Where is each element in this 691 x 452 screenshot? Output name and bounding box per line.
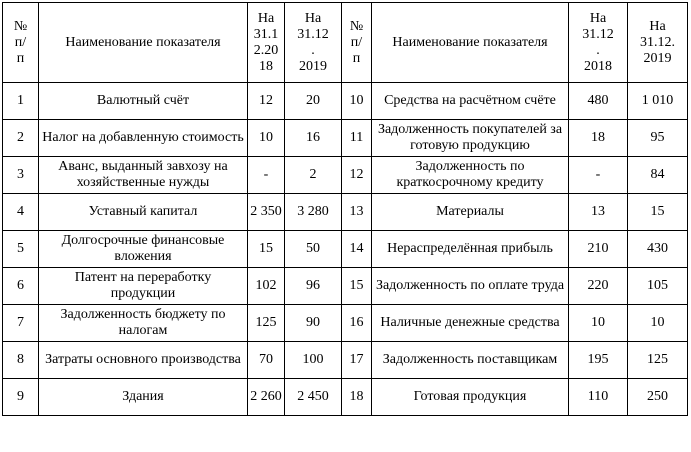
value-2018-right: 110 bbox=[569, 379, 628, 416]
indicator-name-right: Готовая продукция bbox=[372, 379, 569, 416]
value-2018-right: 195 bbox=[569, 342, 628, 379]
value-2019-right: 105 bbox=[628, 268, 688, 305]
value-2019-left: 2 450 bbox=[285, 379, 342, 416]
indicator-name-right: Задолженность поставщикам bbox=[372, 342, 569, 379]
row-number-left: 9 bbox=[3, 379, 39, 416]
table-row bbox=[3, 342, 688, 379]
indicator-name-left: Здания bbox=[39, 379, 248, 416]
value-2019-left: 90 bbox=[285, 305, 342, 342]
indicator-name-right: Материалы bbox=[372, 194, 569, 231]
value-2019-right: 10 bbox=[628, 305, 688, 342]
value-2018-left: - bbox=[248, 157, 285, 194]
value-2019-right: 1 010 bbox=[628, 83, 688, 120]
row-number-right: 11 bbox=[342, 120, 372, 157]
value-2018-left: 15 bbox=[248, 231, 285, 268]
value-2018-left: 10 bbox=[248, 120, 285, 157]
indicator-name-left: Валютный счёт bbox=[39, 83, 248, 120]
indicator-name-left: Затраты основного производства bbox=[39, 342, 248, 379]
value-2018-right: 13 bbox=[569, 194, 628, 231]
indicator-name-left: Долгосрочные финансовые вложения bbox=[39, 231, 248, 268]
row-number-left: 1 bbox=[3, 83, 39, 120]
table-row bbox=[3, 268, 688, 305]
value-2019-right: 15 bbox=[628, 194, 688, 231]
row-number-left: 2 bbox=[3, 120, 39, 157]
indicator-name-right: Наличные денежные средства bbox=[372, 305, 569, 342]
value-2019-right: 250 bbox=[628, 379, 688, 416]
indicator-name-right: Нераспределённая прибыль bbox=[372, 231, 569, 268]
value-2018-left: 2 260 bbox=[248, 379, 285, 416]
indicator-name-left: Уставный капитал bbox=[39, 194, 248, 231]
header-name-right: Наименование показателя bbox=[372, 3, 569, 83]
value-2018-right: 480 bbox=[569, 83, 628, 120]
row-number-right: 15 bbox=[342, 268, 372, 305]
table-row bbox=[3, 157, 688, 194]
indicator-name-left: Задолженность бюджету по налогам bbox=[39, 305, 248, 342]
indicator-name-left: Аванс, выданный завхозу на хозяйственные нужды bbox=[39, 157, 248, 194]
value-2018-right: 18 bbox=[569, 120, 628, 157]
value-2019-left: 2 bbox=[285, 157, 342, 194]
row-number-left: 3 bbox=[3, 157, 39, 194]
indicator-name-right: Средства на расчётном счёте bbox=[372, 83, 569, 120]
table-row bbox=[3, 379, 688, 416]
value-2019-left: 20 bbox=[285, 83, 342, 120]
header-2018-left: На 31.1 2.20 18 bbox=[248, 3, 285, 83]
table-row bbox=[3, 231, 688, 268]
value-2019-left: 50 bbox=[285, 231, 342, 268]
header-2018-right: На 31.12 . 2018 bbox=[569, 3, 628, 83]
value-2019-right: 95 bbox=[628, 120, 688, 157]
header-number-left: № п/ п bbox=[3, 3, 39, 83]
value-2018-right: 220 bbox=[569, 268, 628, 305]
value-2019-left: 96 bbox=[285, 268, 342, 305]
indicator-name-left: Налог на добавленную стоимость bbox=[39, 120, 248, 157]
header-2019-right: На 31.12. 2019 bbox=[628, 3, 688, 83]
indicators-table bbox=[2, 2, 688, 416]
header-number-right: № п/ п bbox=[342, 3, 372, 83]
table-row bbox=[3, 194, 688, 231]
row-number-right: 12 bbox=[342, 157, 372, 194]
table-row bbox=[3, 305, 688, 342]
header-name-left: Наименование показателя bbox=[39, 3, 248, 83]
row-number-right: 16 bbox=[342, 305, 372, 342]
value-2019-right: 84 bbox=[628, 157, 688, 194]
row-number-right: 17 bbox=[342, 342, 372, 379]
table-body bbox=[3, 83, 688, 416]
row-number-right: 14 bbox=[342, 231, 372, 268]
value-2019-right: 430 bbox=[628, 231, 688, 268]
value-2019-left: 16 bbox=[285, 120, 342, 157]
value-2018-left: 102 bbox=[248, 268, 285, 305]
row-number-left: 4 bbox=[3, 194, 39, 231]
table-row bbox=[3, 120, 688, 157]
row-number-right: 18 bbox=[342, 379, 372, 416]
value-2018-left: 70 bbox=[248, 342, 285, 379]
header-2019-left: На 31.12 . 2019 bbox=[285, 3, 342, 83]
indicator-name-right: Задолженность по краткосрочному кредиту bbox=[372, 157, 569, 194]
row-number-left: 8 bbox=[3, 342, 39, 379]
value-2018-left: 125 bbox=[248, 305, 285, 342]
value-2018-right: 10 bbox=[569, 305, 628, 342]
value-2019-left: 3 280 bbox=[285, 194, 342, 231]
indicator-name-right: Задолженность по оплате труда bbox=[372, 268, 569, 305]
row-number-left: 6 bbox=[3, 268, 39, 305]
value-2018-left: 2 350 bbox=[248, 194, 285, 231]
row-number-left: 5 bbox=[3, 231, 39, 268]
table-row bbox=[3, 83, 688, 120]
indicator-name-right: Задолженность покупателей за готовую продукцию bbox=[372, 120, 569, 157]
value-2019-right: 125 bbox=[628, 342, 688, 379]
row-number-left: 7 bbox=[3, 305, 39, 342]
value-2018-right: 210 bbox=[569, 231, 628, 268]
value-2019-left: 100 bbox=[285, 342, 342, 379]
value-2018-right: - bbox=[569, 157, 628, 194]
row-number-right: 13 bbox=[342, 194, 372, 231]
indicator-name-left: Патент на переработку продукции bbox=[39, 268, 248, 305]
value-2018-left: 12 bbox=[248, 83, 285, 120]
header-row bbox=[3, 3, 688, 83]
row-number-right: 10 bbox=[342, 83, 372, 120]
